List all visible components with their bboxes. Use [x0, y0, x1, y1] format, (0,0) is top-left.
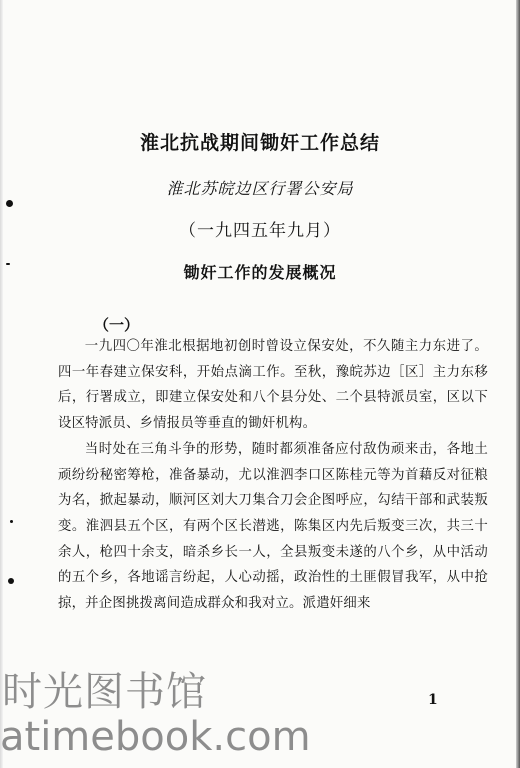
watermark-site-name: 时光图书馆 [2, 669, 207, 715]
page-right-edge [516, 0, 520, 768]
section-heading: 锄奸工作的发展概况 [183, 263, 337, 282]
watermark-url: atimebook.com [0, 714, 311, 760]
scan-speck [10, 520, 13, 523]
document-date: （一九四五年九月） [179, 221, 341, 241]
document-author: 淮北苏皖边区行署公安局 [166, 179, 354, 198]
scan-speck [6, 200, 13, 207]
document-title: 淮北抗战期间锄奸工作总结 [139, 132, 380, 154]
page-left-edge [0, 0, 3, 768]
paragraph: 一九四〇年淮北根据地初创时曾设立保安处，不久随主力东进了。四一年春建立保安科，开始点滴工作。至秋，豫皖苏边［区］主力东移后，行署成立，即建立保安处和八个县分处、二个县特派员室，区以下设区特派员、乡情报员等垂直的锄奸机构。 [58, 339, 488, 432]
scan-speck [8, 578, 14, 584]
page-number: 1 [428, 692, 438, 708]
body-text [58, 334, 488, 617]
paragraph: 当时处在三角斗争的形势，随时都须准备应付敌伪顽来击，各地土顽纷纷秘密筹枪，准备暴动，尤以淮泗李口区陈桂元等为首藉反对征粮为名，掀起暴动，顺河区刘大刀集合刀会企图呼应，勾结干部和武装叛变。淮泗县五个区，有两个区长潜逃，陈集区内先后叛变三次，共三十余人，枪四十余支，暗杀乡长一人，全县叛变未遂的八个乡，从中活动的五个乡，各地谣言纷起，人心动摇，政治性的土匪假冒我军，从中抢掠，并企图挑拨离间造成群众和我对立。派遣奸细来 [58, 441, 488, 612]
sub-heading: （一） [94, 316, 140, 334]
